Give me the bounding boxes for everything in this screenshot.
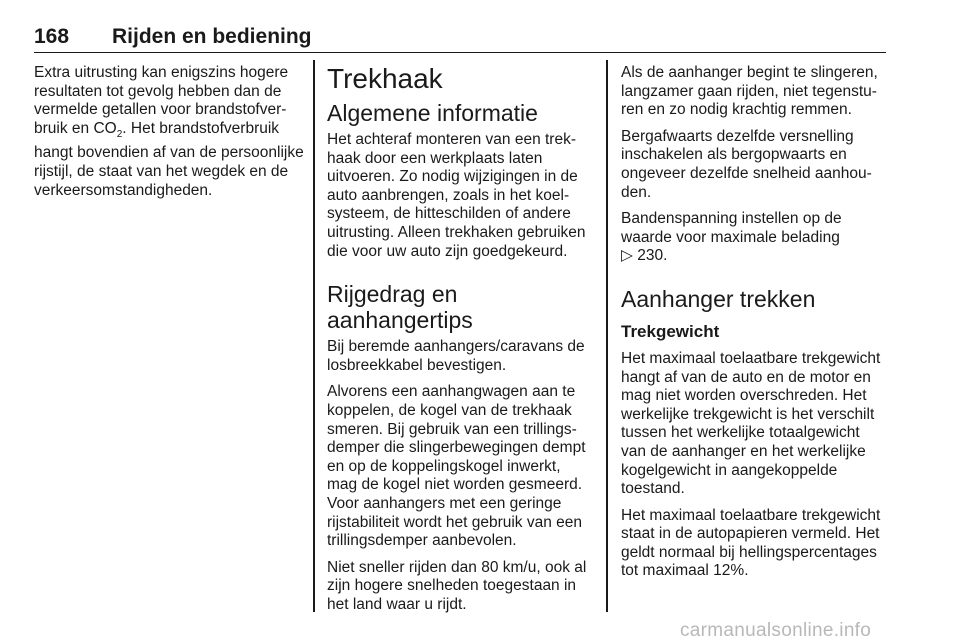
reference-arrow-icon: ▷ bbox=[621, 247, 633, 265]
watermark: carmanualsonline.info bbox=[680, 620, 872, 641]
column-1 bbox=[34, 64, 304, 208]
paragraph: Alvorens een aanhangwagen aan te koppelen, de kogel van de trekhaak smeren. Bij gebruik van een trillingsdemper die slingerbewegingen dempt en op de koppelingskogel inwerkt, mag de kogel niet worden gesmeerd. Voor aanhangers met een geringe rijstabiliteit wordt het gebruik van een trillingsdemper aanbevolen. bbox=[327, 383, 586, 550]
column-3 bbox=[621, 64, 887, 589]
paragraph: Niet sneller rijden dan 80 km/u, ook al zijn hogere snelheden toegestaan in het land waar u rijdt. bbox=[327, 558, 587, 613]
column-2 bbox=[327, 64, 593, 622]
paragraph: Het maximaal toelaatbare trekgewicht hangt af van de auto en de motor en mag niet worden overschreden. Het werkelijke trekgewicht is het verschilt tussen het werkelijke totaalgewicht van de aanhanger en het werkelijke kogelgewicht in aangekoppelde toestand. bbox=[621, 349, 881, 498]
page-reference-link[interactable]: ▷ 230. bbox=[621, 247, 668, 265]
section-heading-driving-tips: Rijgedrag en aanhangertips bbox=[327, 281, 473, 334]
paragraph: Het achteraf monteren van een trekhaak door een werkplaats laten uitvoeren. Zo nodig wijzigingen in de auto aanbrengen, zoals in het koelsysteem, de hitteschilden of andere uitrusting. Alleen trekhaken gebruiken die voor uw auto zijn goedgekeurd. bbox=[327, 131, 586, 260]
paragraph: Als de aanhanger begint te slingeren, langzamer gaan rijden, niet tegensturen en zo nodig krachtig remmen. bbox=[621, 64, 878, 119]
fuel-paragraph: Extra uitrusting kan enigszins hogere resultaten tot gevolg hebben dan de vermelde getallen voor brandstofverbruik en $CO_2$. Het brandstofverbruik hangt bovendien af van de persoonlijke rijstijl, de staat van het wegdek en de verkeersomstandigheden. bbox=[34, 64, 304, 199]
tyre-pressure-paragraph: Bandenspanning instellen op de waarde voor maximale belading ▷ 230. bbox=[621, 210, 842, 265]
subsection-heading-towing-weight: Trekgewicht bbox=[621, 321, 720, 341]
column-divider-1 bbox=[313, 60, 315, 612]
page-number: 168 bbox=[34, 25, 70, 48]
column-divider-2 bbox=[606, 60, 608, 612]
section-heading-towing: Aanhanger trekken bbox=[621, 285, 816, 312]
page-header bbox=[34, 22, 886, 53]
paragraph: Bij beremde aanhangers/caravans de losbreekkabel bevestigen. bbox=[327, 338, 585, 374]
section-heading-general: Algemene informatie bbox=[327, 100, 538, 126]
paragraph: Het maximaal toelaatbare trekgewicht staat in de autopapieren vermeld. Het geldt normaal bij hellingspercentages tot maximaal 12%. bbox=[621, 506, 881, 580]
section-title: Rijden en bediening bbox=[112, 25, 312, 48]
paragraph: Bergafwaarts dezelfde versnelling inschakelen als bergopwaarts en ongeveer dezelfde snelheid aanhouden. bbox=[621, 127, 872, 201]
chapter-title: Trekhaak bbox=[327, 63, 443, 94]
